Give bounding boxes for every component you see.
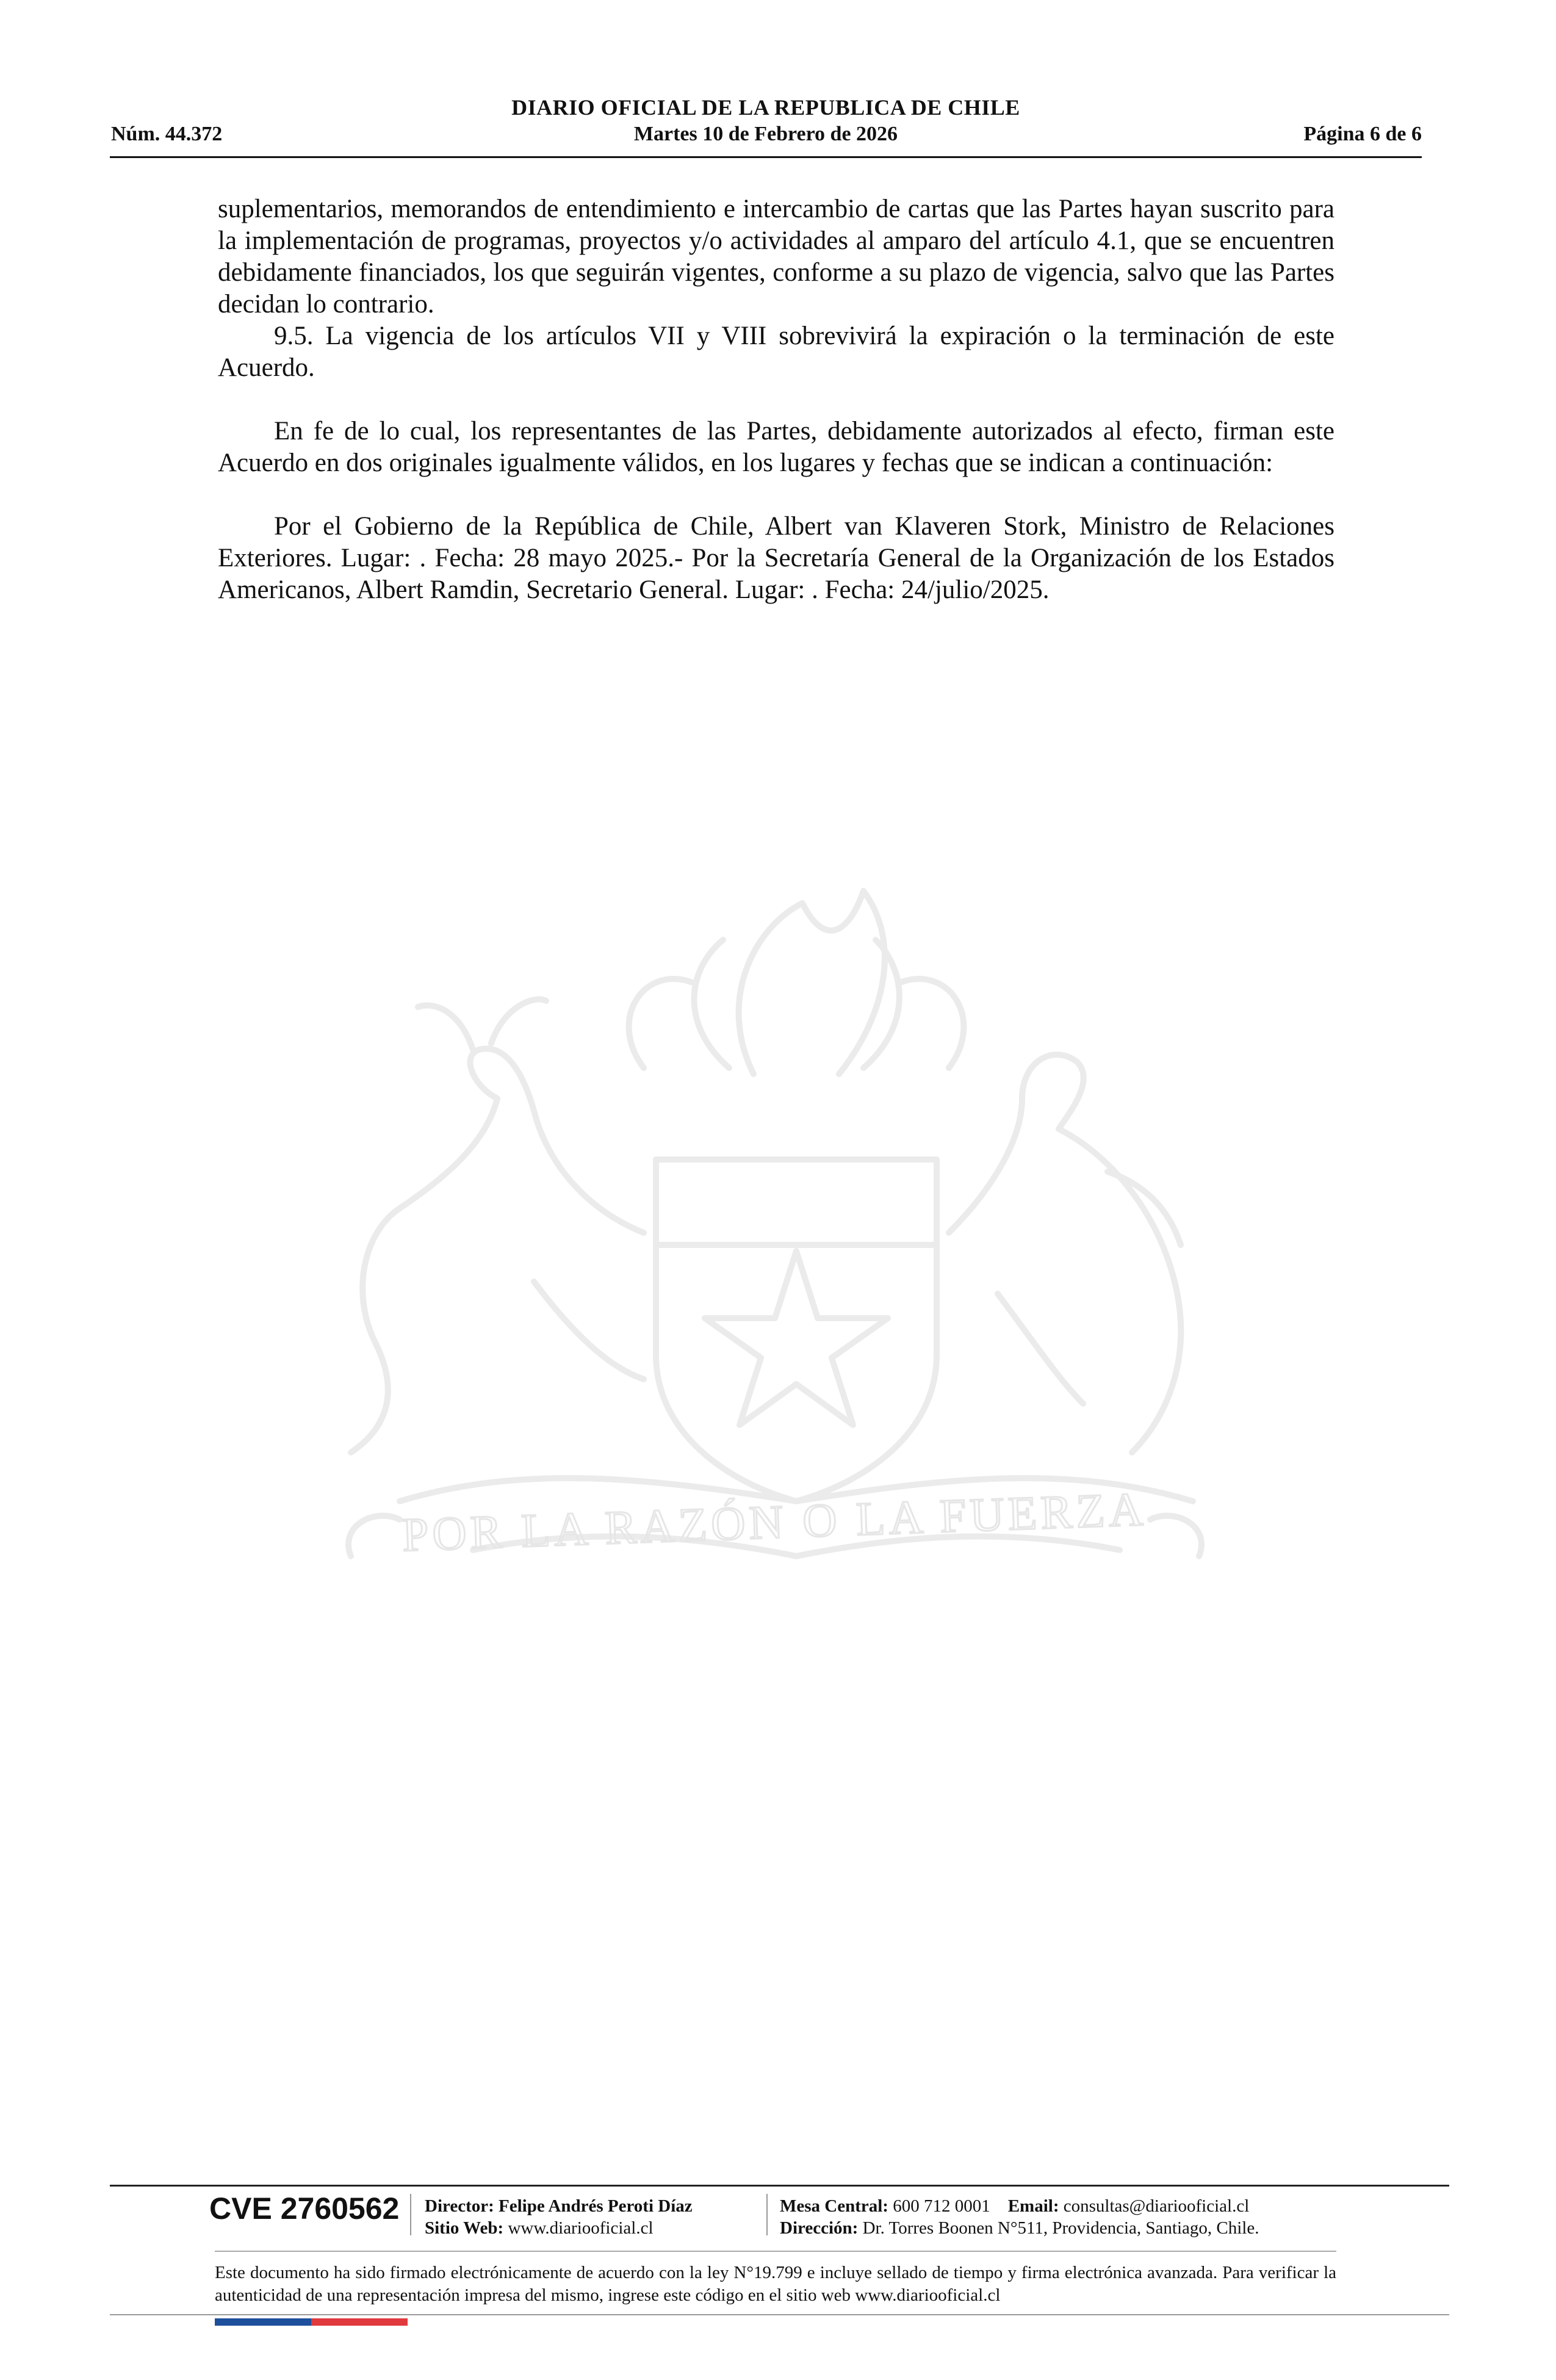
plume-shape [739, 891, 885, 1074]
footer-contact-block [780, 2195, 1259, 2239]
website-link[interactable]: www.diariooficial.cl [508, 2218, 654, 2238]
motto-text: POR LA RAZÓN O LA FUERZA [401, 1482, 1148, 1562]
footer-separator [410, 2194, 411, 2235]
address-value: Dr. Torres Boonen N°511, Providencia, Santiago, Chile. [862, 2218, 1259, 2238]
footer-inner-divider [215, 2251, 1336, 2252]
document-body [218, 193, 1334, 606]
newspaper-title: DIARIO OFICIAL DE LA REPUBLICA DE CHILE [511, 95, 1020, 120]
huemul-shape [351, 1000, 644, 1452]
page-header [110, 95, 1422, 156]
issue-number: Núm. 44.372 [111, 123, 223, 145]
director-name: Felipe Andrés Peroti Díaz [499, 2196, 693, 2216]
footer-separator [766, 2194, 768, 2235]
email-label: Email: [1007, 2196, 1059, 2216]
paragraph-in-witness: En fe de lo cual, los representantes de las Partes, debidamente autorizados al efecto, firman este Acuerdo en dos originales igualmente válidos, en los lugares y fechas que se indican a continuación: [218, 417, 1334, 477]
director-label: Director: [425, 2196, 494, 2216]
paragraph-signatories: Por el Gobierno de la República de Chile, Albert van Klaveren Stork, Ministro de Relaciones Exteriores. Lugar: . Fecha: 28 mayo 2025.- Por la Secretaría General de la Organización de los Estados Americanos, Albert Ramdin, Secretario General. Lugar: . Fecha: 24/julio/2025. [218, 512, 1334, 604]
page-number: Página 6 de 6 [1303, 123, 1422, 145]
issue-date: Martes 10 de Febrero de 2026 [633, 123, 898, 145]
website-label: Sitio Web: [425, 2218, 504, 2238]
footer-divider [110, 2185, 1449, 2187]
flag-stripe-blue [215, 2318, 311, 2326]
electronic-signature-note: Este documento ha sido firmado electrónicamente de acuerdo con la ley N°19.799 e incluye sellado de tiempo y firma electrónica avanzada. Para verificar la autenticidad de una representación impresa del mismo, ingrese este código en el sitio web www.diariooficial.cl [215, 2263, 1336, 2305]
email-link[interactable]: consultas@diariooficial.cl [1063, 2196, 1250, 2216]
cve-code: CVE 2760562 [209, 2191, 400, 2226]
footer-director-block [425, 2195, 693, 2239]
address-label: Dirección: [780, 2218, 859, 2238]
flag-stripe-red [311, 2318, 408, 2326]
phone-number: 600 712 0001 [893, 2196, 990, 2216]
footer-bottom-divider [110, 2314, 1449, 2315]
paragraph-article-9-5: 9.5. La vigencia de los artículos VII y VIII sobrevivirá la expiración o la terminación de este Acuerdo. [218, 322, 1334, 382]
phone-label: Mesa Central: [780, 2196, 888, 2216]
paragraph-continuation: suplementarios, memorandos de entendimiento e intercambio de cartas que las Partes hayan suscrito para la implementación de programas, proyectos y/o actividades al amparo del artículo 4.1, que se encuentren debidamente financiados, los que seguirán vigentes, conforme a su plazo de vigencia, salvo que las Partes decidan lo contrario. [218, 195, 1334, 319]
coat-of-arms-watermark [217, 867, 1333, 1672]
shield-shape [656, 1159, 937, 1501]
header-divider [110, 156, 1422, 158]
condor-shape [949, 1055, 1181, 1452]
